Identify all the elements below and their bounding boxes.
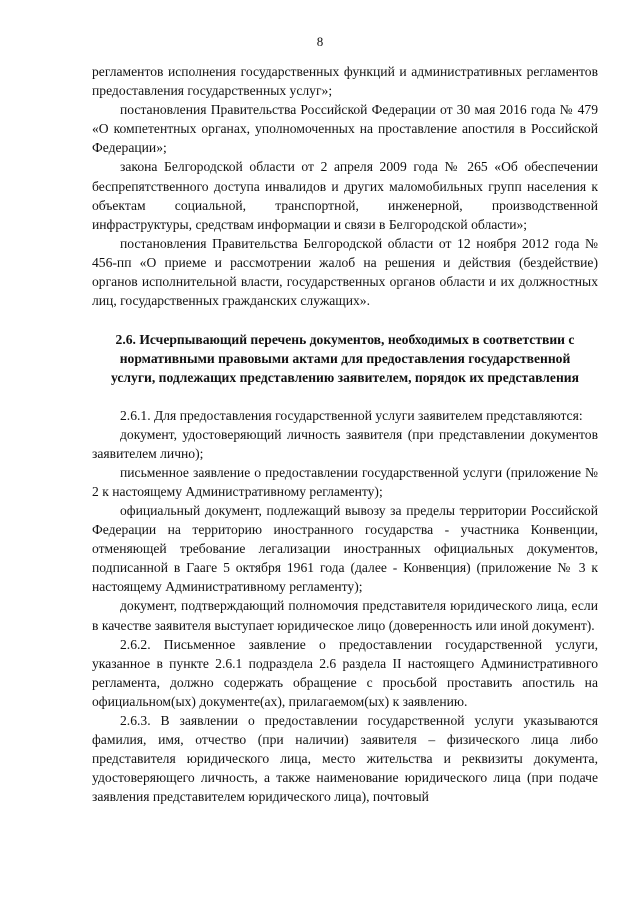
section-heading: 2.6. Исчерпывающий перечень документов, необходимых в соответствии с нормативными правовыми актами для предоставления государственной услуги, подлежащих представлению заявителем, порядок их представления	[111, 332, 579, 386]
paragraph-authority-document: документ, подтверждающий полномочия представителя юридического лица, если в качестве заявителя выступает юридическое лицо (доверенность или иной документ).	[92, 598, 598, 633]
paragraph-2-6-2: 2.6.2. Письменное заявление о предоставлении государственной услуги, указанное в пункте 2.6.1 подраздела 2.6 раздела II настоящего Административного регламента, должно содержать обращение с просьбой проставить апостиль на официальном(ых) документе(ах), прилагаемом(ых) к заявлению.	[92, 636, 598, 709]
paragraph-written-application: письменное заявление о предоставлении государственной услуги (приложение № 2 к настоящему Административному регламенту);	[92, 464, 598, 499]
paragraph-2-6-1: 2.6.1. Для предоставления государственной услуги заявителем представляются:	[120, 407, 583, 423]
paragraph-2-6-3: 2.6.3. В заявлении о предоставлении государственной услуги указываются фамилия, имя, отчество (при наличии) заявителя – физического лица либо представителя юридического лица, место жительства и реквизиты документа, удостоверяющего личность, а также наименование юридического лица (при подаче заявления представителем юридического лица), почтовый	[92, 713, 598, 805]
document-body	[92, 62, 598, 806]
paragraph-official-document: официальный документ, подлежащий вывозу за пределы территории Российской Федерации на территорию иностранного государства - участника Конвенции, отменяющей требование легализации иностранных официальных документов, подписанной в Гааге 5 октября 1961 года (далее - Конвенция) (приложение № 3 к настоящему Административному регламенту);	[92, 502, 598, 595]
page-number: 8	[316, 34, 324, 49]
paragraph-law-265: закона Белгородской области от 2 апреля 2009 года № 265 «Об обеспечении беспрепятственного доступа инвалидов и других маломобильных групп населения к объектам социальной, транспортной, инженерной, производственной инфраструктуры, средствам информации и связи в Белгородской области»;	[92, 159, 598, 232]
paragraph-identity-document: документ, удостоверяющий личность заявителя (при представлении документов заявителем лично);	[92, 426, 598, 461]
paragraph-decree-456: постановления Правительства Белгородской области от 12 ноября 2012 года № 456-пп «О приеме и рассмотрении жалоб на решения и действия (бездействие) органов исполнительной власти, государственных органов области и их должностных лиц, государственных гражданских служащих».	[92, 235, 598, 309]
paragraph-decree-479: постановления Правительства Российской Федерации от 30 мая 2016 года № 479 «О компетентных органах, уполномоченных на проставление апостиля в Российской Федерации»;	[92, 102, 598, 156]
paragraph-continuation: регламентов исполнения государственных функций и административных регламентов предоставления государственных услуг»;	[92, 64, 598, 99]
